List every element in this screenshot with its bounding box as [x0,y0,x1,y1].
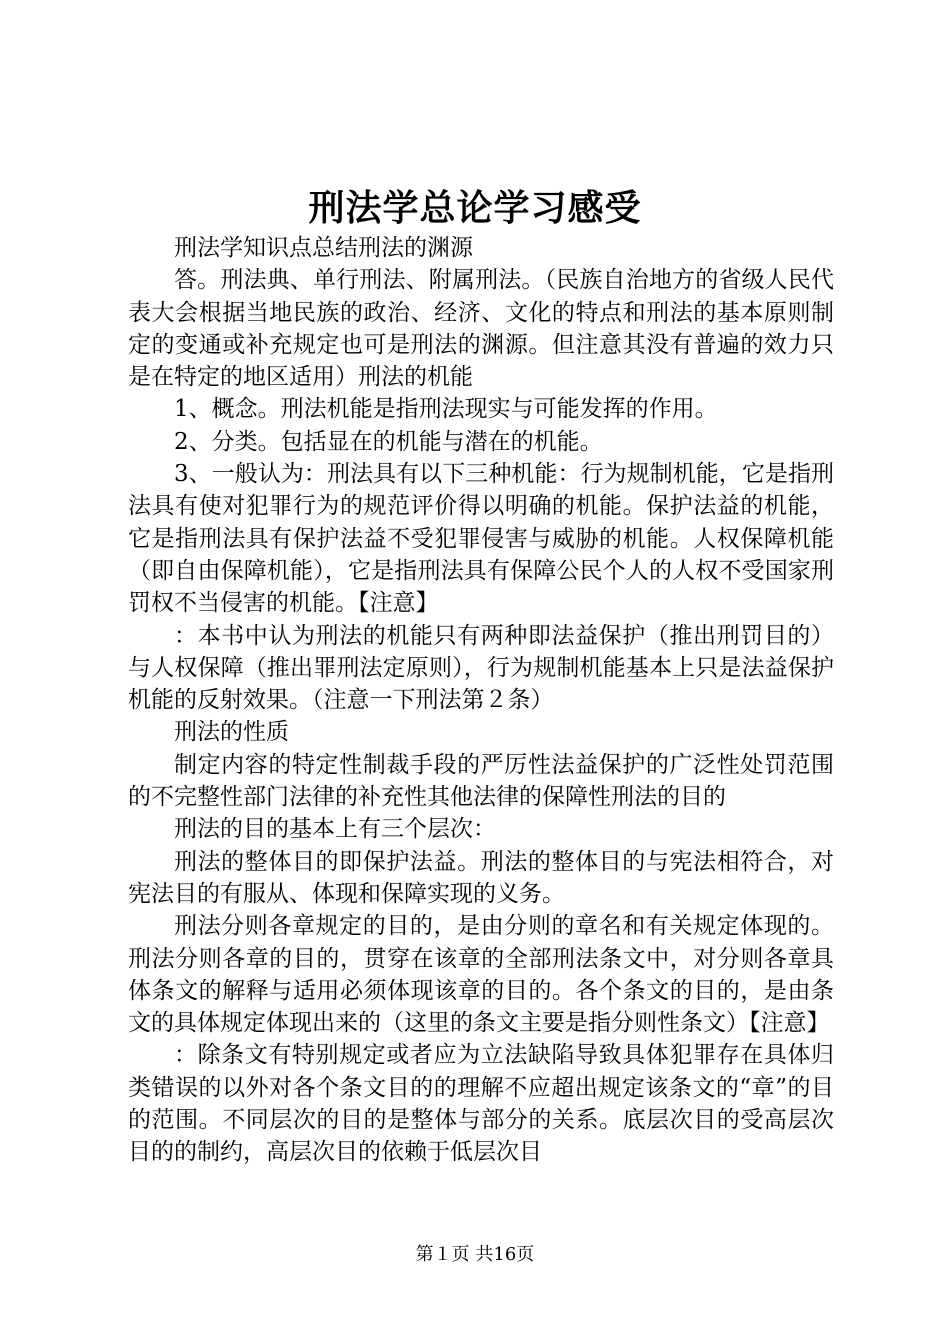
paragraph-note-articles: ：除条文有特别规定或者应为立法缺陷导致具体犯罪存在具体归类错误的以外对各个条文目的的理解不应超出规定该条文的“章”的目的范围。不同层次的目的是整体与部分的关系。底层次目的受高层次目的的制约，高层次目的依赖于低层次目 [128,1042,834,1166]
paragraph-note-functions: ：本书中认为刑法的机能只有两种即法益保护（推出刑罚目的）与人权保障（推出罪刑法定原则），行为规制机能基本上只是法益保护机能的反射效果。（注意一下刑法第２条） [128,622,834,714]
document-title: 刑法学总论学习感受 [308,187,642,229]
paragraph-classification: 2、分类。包括显在的机能与潜在的机能。 [174,428,603,455]
paragraph-purpose-levels: 刑法的目的基本上有三个层次： [174,816,496,843]
paragraph-chapter-purpose: 刑法分则各章规定的目的，是由分则的章名和有关规定体现的。刑法分则各章的目的，贯穿在该章的全部刑法条文中，对分则各章具体条文的解释与适用必须体现该章的目的。各个条文的目的，是由条文的具体规定体现出来的（这里的条文主要是指分则性条文）【注意】 [128,913,834,1037]
page-number: 第１页 共16页 [415,1244,535,1265]
paragraph-intro: 刑法学知识点总结刑法的渊源 [174,235,473,261]
paragraph-nature-heading: 刑法的性质 [174,719,289,746]
paragraph-sources: 答。刑法典、单行刑法、附属刑法。（民族自治地方的省级人民代表大会根据当地民族的政治、经济、文化的特点和刑法的基本原则制定的变通或补充规定也可是刑法的渊源。但注意其没有普遍的效力只是在特定的地区适用）刑法的机能 [128,267,834,391]
paragraph-three-functions: 3、一般认为：刑法具有以下三种机能：行为规制机能，它是指刑法具有使对犯罪行为的规范评价得以明确的机能。保护法益的机能，它是指刑法具有保护法益不受犯罪侵害与威胁的机能。人权保障机能（即自由保障机能），它是指刑法具有保障公民个人的人权不受国家刑罚权不当侵害的机能。【注意】 [128,461,834,617]
paragraph-overall-purpose: 刑法的整体目的即保护法益。刑法的整体目的与宪法相符合，对宪法目的有服从、体现和保障实现的义务。 [128,848,834,907]
paragraph-nature: 制定内容的特定性制裁手段的严厉性法益保护的广泛性处罚范围的不完整性部门法律的补充性其他法律的保障性刑法的目的 [128,751,834,811]
paragraph-concept: 1、概念。刑法机能是指刑法现实与可能发挥的作用。 [174,396,718,423]
document-body [128,232,834,1169]
